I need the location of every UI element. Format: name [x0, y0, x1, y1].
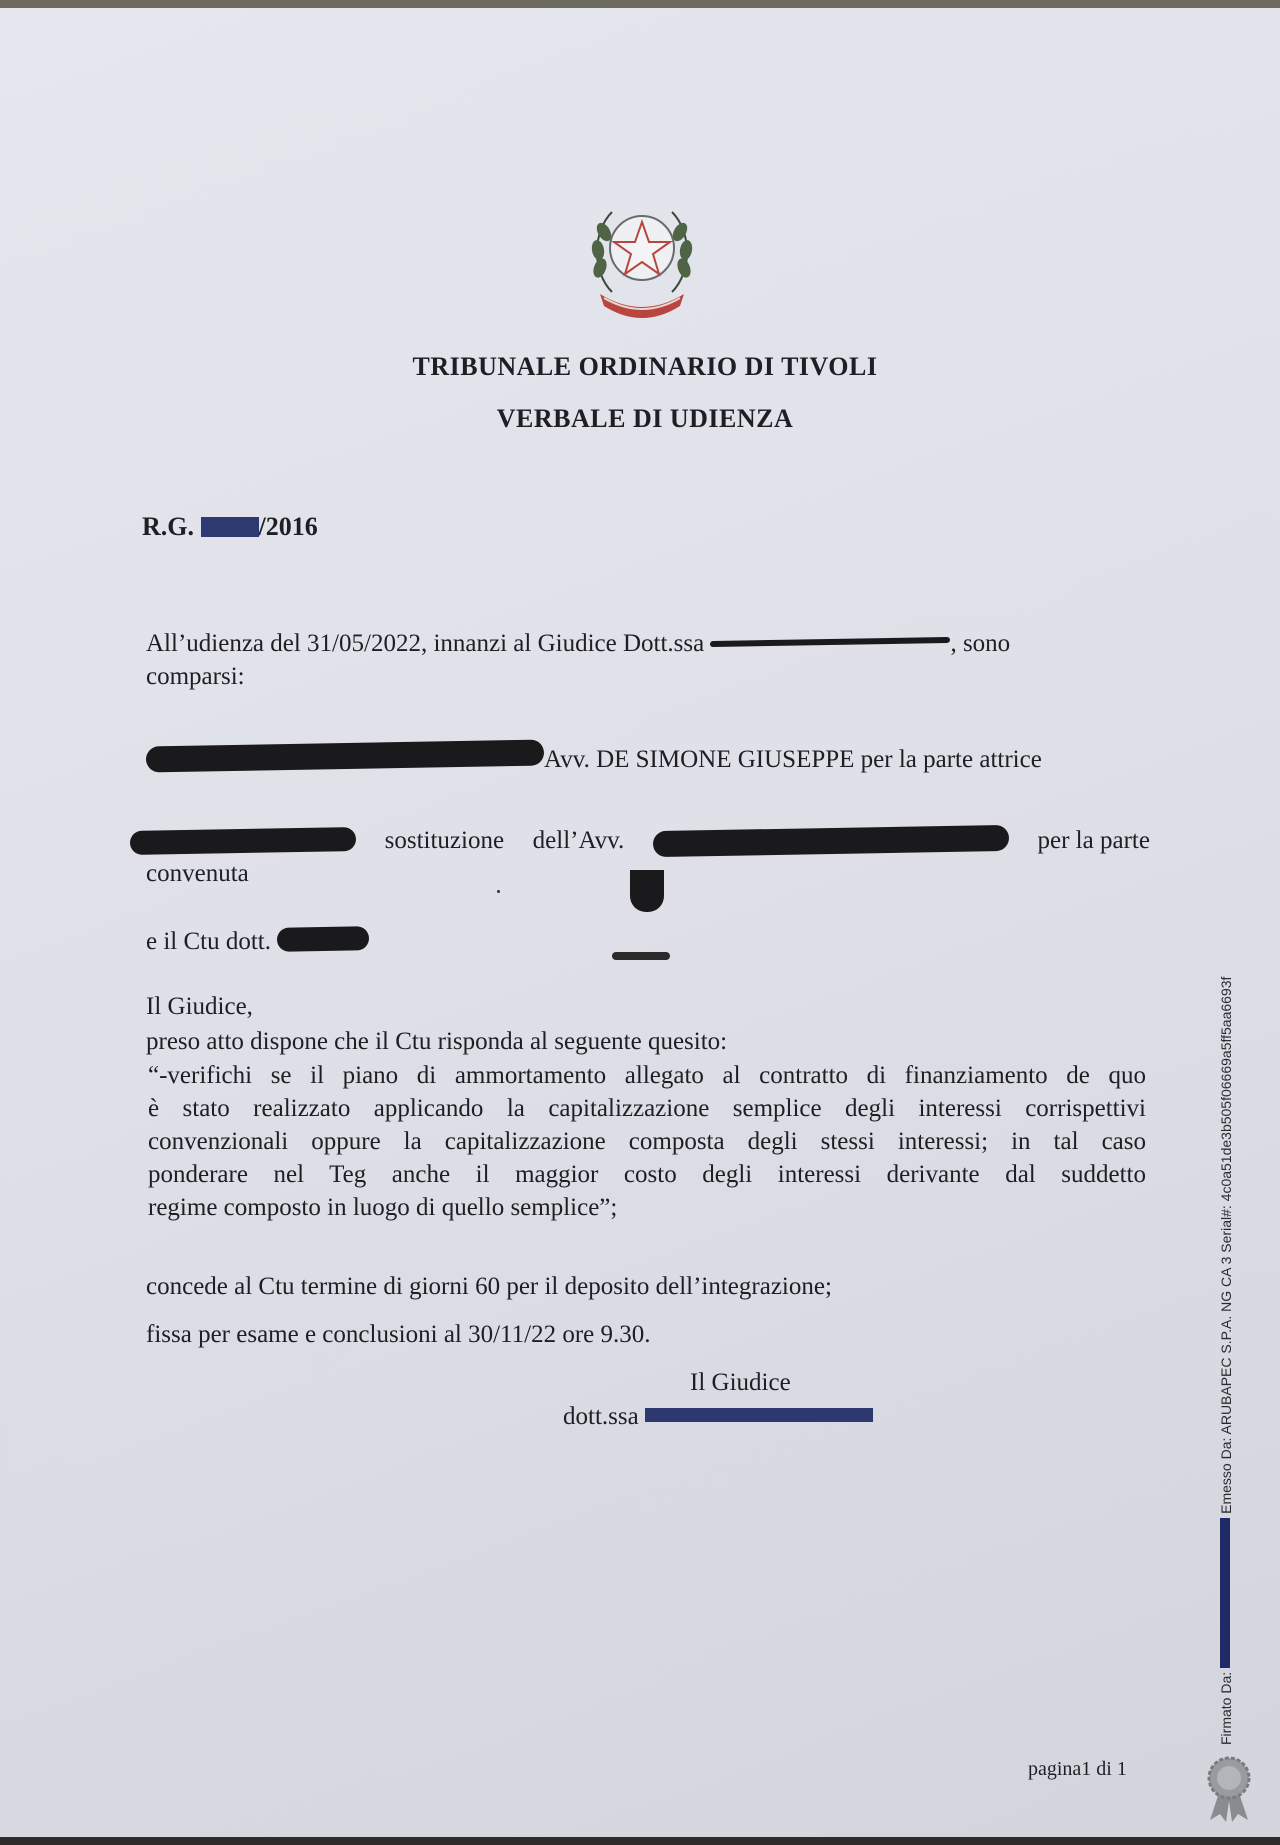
page-number: pagina1 di 1	[1028, 1758, 1127, 1780]
appearance-attrice	[146, 743, 1146, 776]
ctu-term: concede al Ctu termine di giorni 60 per il deposito dell’integrazione;	[146, 1273, 832, 1300]
intro-line-2: comparsi:	[146, 663, 245, 690]
redacted-substitute-attrice	[146, 740, 544, 773]
intro-text-b: , sono	[950, 630, 1011, 657]
convenuta-sostituzione: sostituzione	[384, 827, 505, 854]
bottom-edge	[0, 1837, 1280, 1845]
question-line-2: è stato realizzato applicando la capitalizzazione semplice degli interessi corrispettivi	[148, 1095, 1146, 1122]
question-line-1: “-verifichi se il piano di ammortamento allegato al contratto di finanziamento de quo	[148, 1062, 1146, 1089]
order-intro: preso atto dispone che il Ctu risponda al seguente quesito:	[146, 1028, 728, 1055]
redacted-substitute-convenuta	[130, 827, 356, 855]
redacted-ctu-name	[277, 926, 369, 952]
case-number-suffix: /2016	[258, 512, 318, 541]
ink-dot	[497, 890, 500, 893]
top-edge	[0, 0, 1280, 8]
redacted-signer-name	[1220, 1518, 1230, 1668]
signature-name	[563, 1400, 873, 1433]
intro-paragraph	[146, 627, 1146, 693]
republic-emblem-icon	[582, 192, 702, 328]
case-number-prefix: R.G.	[142, 512, 201, 541]
court-title: TRIBUNALE ORDINARIO DI TIVOLI	[412, 352, 878, 381]
redacted-signature-name	[645, 1408, 873, 1422]
convenuta-avv: dell’Avv.	[532, 827, 625, 854]
order-opening: Il Giudice,	[146, 993, 253, 1020]
ink-mark	[612, 952, 670, 960]
ctu-question	[148, 1059, 1146, 1224]
certificate-seal-icon	[1202, 1754, 1256, 1824]
next-hearing: fissa per esame e conclusioni al 30/11/22 ore 9.30.	[146, 1321, 651, 1348]
case-number	[142, 512, 318, 542]
redaction-drip	[630, 870, 664, 912]
question-line-4: ponderare nel Teg anche il maggior costo degli interessi derivante dal suddetto	[148, 1161, 1146, 1188]
convenuta-per-la-parte: per la parte	[1037, 827, 1150, 854]
intro-text-a: All’udienza del 31/05/2022, innanzi al Giudice Dott.ssa	[146, 630, 711, 657]
document-type-title: VERBALE DI UDIENZA	[496, 404, 794, 433]
question-line-3: convenzionali oppure la capitalizzazione composta degli stessi interessi; in tal caso	[148, 1128, 1146, 1155]
appearance-convenuta-line-2: convenuta	[146, 860, 249, 887]
digital-signature-band	[1218, 905, 1234, 1745]
redacted-judge-name	[710, 637, 950, 647]
intro-line-1	[146, 627, 1146, 660]
redacted-lawyer-convenuta	[653, 824, 1009, 856]
question-line-5: regime composto in luogo di quello semplice”;	[148, 1194, 618, 1221]
ctu-text: e il Ctu dott.	[146, 928, 278, 955]
appearance-convenuta-line-1	[130, 824, 1150, 857]
signed-by-label: Firmato Da:	[1218, 1671, 1234, 1745]
signature-prefix: dott.ssa	[563, 1403, 645, 1430]
appearance-attrice-text: Avv. DE SIMONE GIUSEPPE per la parte attrice	[544, 746, 1042, 773]
issuer-label: Emesso Da: ARUBAPEC S.P.A. NG CA 3 Serial#: 4c0a51de3b505f06669a5ff5aa6693f	[1218, 976, 1234, 1514]
redacted-case-number	[201, 517, 259, 537]
signature-title: Il Giudice	[690, 1369, 791, 1396]
